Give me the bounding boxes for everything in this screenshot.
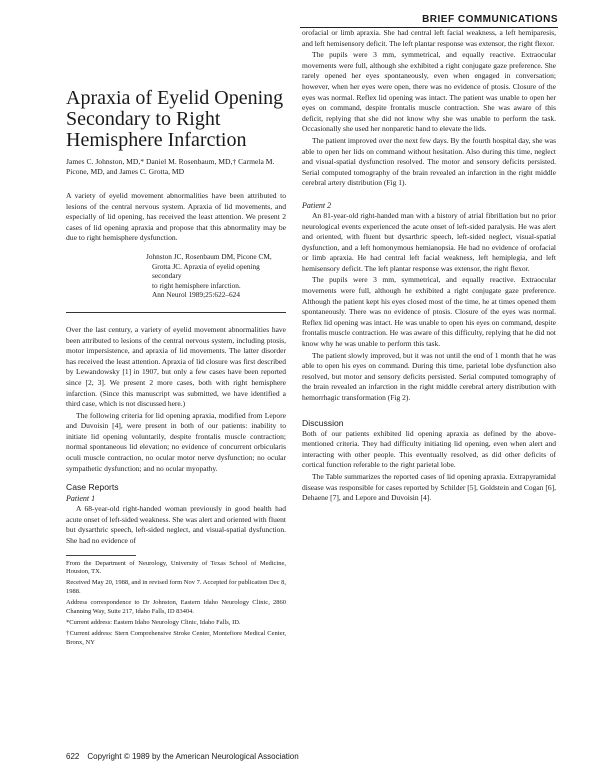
patient2-paragraph: The pupils were 3 mm, symmetrical, and equally reactive. Extraocular movements were full, although he exhibited a right conjugate gaze preference. Although the patient kept his eyes closed most of the time, he at times opened them spontaneously. There was no evidence of ptosis. Closure of the eyes was normal. Reflex lid opening was intact. He was unable to open his eyes on command, despite frontalis muscle contraction. He was aware of this difficulty, replying that he did not know why he was unable to perform this task. bbox=[302, 275, 556, 349]
intro-paragraph: Over the last century, a variety of eyelid movement abnormalities have been attributed to lesions of the central nervous system, including ptosis, motor impersistence, and apraxia of lid movements. The latter disorder has received the least attention. Apraxia of lid closure was first described by Lewandowsky [1] in 1907, but only a few cases have been reported since [2, 3]. We present 2 more cases, both with right hemisphere infarction. (Since this manuscript was submitted, we have identified a third case, which is not discussed here.) bbox=[66, 324, 286, 409]
footnote: Received May 20, 1988, and in revised form Nov 7. Accepted for publication Dec 8, 1988. bbox=[66, 579, 286, 595]
author-list: James C. Johnston, MD,* Daniel M. Rosenbaum, MD,† Carmela M. Picone, MD, and James C. Grotta, MD bbox=[66, 157, 275, 176]
patient1-paragraph: orofacial or limb apraxia. She had central left facial weakness, a left hemiparesis, and left hemisensory deficit. The left plantar response was extensor, the right flexor. bbox=[302, 28, 556, 48]
left-column bbox=[66, 30, 286, 650]
citation-line: Ann Neurol 1989;25:622–624 bbox=[152, 290, 240, 300]
citation bbox=[146, 252, 286, 300]
abstract-divider bbox=[66, 312, 286, 313]
citation-line: to right hemisphere infarction. bbox=[152, 280, 241, 290]
intro-paragraph: The following criteria for lid opening apraxia, modified from Lepore and Duvoisin [4], were present in both of our patients: inability to initiate lid opening voluntarily, despite frontalis muscle contraction; normal spontaneous lid elevation; no evidence of concurrent orbicularis oculi muscle contraction, no ocular motor nerve dysfunction; no ocular sympathetic dysfunction; and no ocular myopathy. bbox=[66, 410, 286, 473]
discussion-heading: Discussion bbox=[302, 417, 344, 428]
footnote-divider bbox=[66, 555, 136, 556]
footnote: *Current address: Eastern Idaho Neurology Clinic, Idaho Falls, ID. bbox=[66, 619, 241, 627]
footnotes bbox=[66, 560, 286, 648]
article-title: Apraxia of Eyelid Opening Secondary to Right Hemisphere Infarction bbox=[66, 87, 284, 151]
discussion-paragraph: The Table summarizes the reported cases of lid opening apraxia. Extrapyramidal disease was responsible for cases reported by Schilder [5], Goldstein and Cogan [6], Dehaene [7], and Lepore and Duvoisin [4]. bbox=[302, 471, 556, 503]
abstract: A variety of eyelid movement abnormalities have been attributed to lesions of the central nervous system. Apraxia of lid movements, and especially of lid opening, has received the least attention. We present 2 cases of lid opening apraxia and propose that this abnormality may be due to right hemisphere dysfunction. bbox=[66, 191, 286, 243]
patient1-paragraph: The patient improved over the next few days. By the fourth hospital day, she was able to open her lids on command without hesitation. Also during this time, neglect and visual-spatial dysfunction resolved. The motor and sensory deficits persisted. Serial computed tomography of the brain revealed an infarction in the right middle cerebral artery distribution (Fig 1). bbox=[302, 135, 556, 188]
page-number: 622 bbox=[66, 752, 80, 761]
copyright: Copyright © 1989 by the American Neurological Association bbox=[87, 752, 299, 761]
patient2-paragraph: The patient slowly improved, but it was not until the end of 1 month that he was able to open his eyes on command. During this time, parietal lobe dysfunction also resolved, but motor and sensory deficits persisted. Serial computed tomography of the brain revealed an infarction in the right middle cerebral artery distribution with hemorrhagic transformation (Fig 2). bbox=[302, 350, 556, 402]
patient2-heading: Patient 2 bbox=[302, 200, 332, 210]
discussion-paragraph: Both of our patients exhibited lid opening apraxia as defined by the above-mentioned criteria. They had difficulty initiating lid opening, even when alert and interacting with other people. This eventually resolved, as did other deficits of cortical function referable to the right parietal lobe. bbox=[302, 428, 556, 470]
patient2-paragraph: An 81-year-old right-handed man with a history of atrial fibrillation but no prior neurological events experienced the acute onset of left-sided paralysis. He was alert and oriented, with fluent but dysarthric speech, left-sided neglect, visual-spatial dysfunction, and a left homonymous hemianopsia. He had no evidence of orofacial or limb apraxia. He had central left facial weakness, left hemiplegia, and left hemisensory deficit. The left plantar response was extensor, the right flexor. bbox=[302, 210, 556, 273]
citation-line: Johnston JC, Rosenbaum DM, Picone CM, bbox=[146, 251, 272, 261]
footnote: From the Department of Neurology, University of Texas School of Medicine, Houston, TX. bbox=[66, 559, 286, 576]
page-footer bbox=[66, 752, 299, 761]
footnote: Address correspondence to Dr Johnston, Eastern Idaho Neurology Clinic, 2860 Channing Way, Suite 217, Idaho Falls, ID 83404. bbox=[66, 599, 286, 615]
patient1-heading: Patient 1 bbox=[66, 494, 96, 504]
patient1-paragraph: A 68-year-old right-handed woman previously in good health had acute onset of left-sided weakness. She was alert and oriented with fluent but dysarthric speech, left-sided neglect, and visual-spatial dysfunction. She had no evidence of bbox=[66, 504, 286, 546]
citation-line: Grotta JC. Apraxia of eyelid opening secondary bbox=[152, 261, 260, 281]
right-column bbox=[302, 28, 556, 504]
section-header: BRIEF COMMUNICATIONS bbox=[300, 14, 558, 28]
footnote: †Current address: Stern Comprehensive Stroke Center, Montefiore Medical Center, Bronx, NY bbox=[66, 630, 286, 646]
patient1-paragraph: The pupils were 3 mm, symmetrical, and equally reactive. Extraocular movements were full, although she exhibited a right conjugate gaze preference. She rarely opened her eyes spontaneously, even when engaged in conversation; however, when her eyes were open, there was no evidence of ptosis. Closure of the eyes was normal. Reflex lid opening was intact. The patient was unable to open her eyes on command, despite frontalis muscle contraction. She was aware of this deficit, replying that she did not know why she was unable to perform the task. Occasionally she used her nonparetic hand to elevate the lids. bbox=[302, 50, 556, 134]
case-reports-heading: Case Reports bbox=[66, 482, 119, 493]
